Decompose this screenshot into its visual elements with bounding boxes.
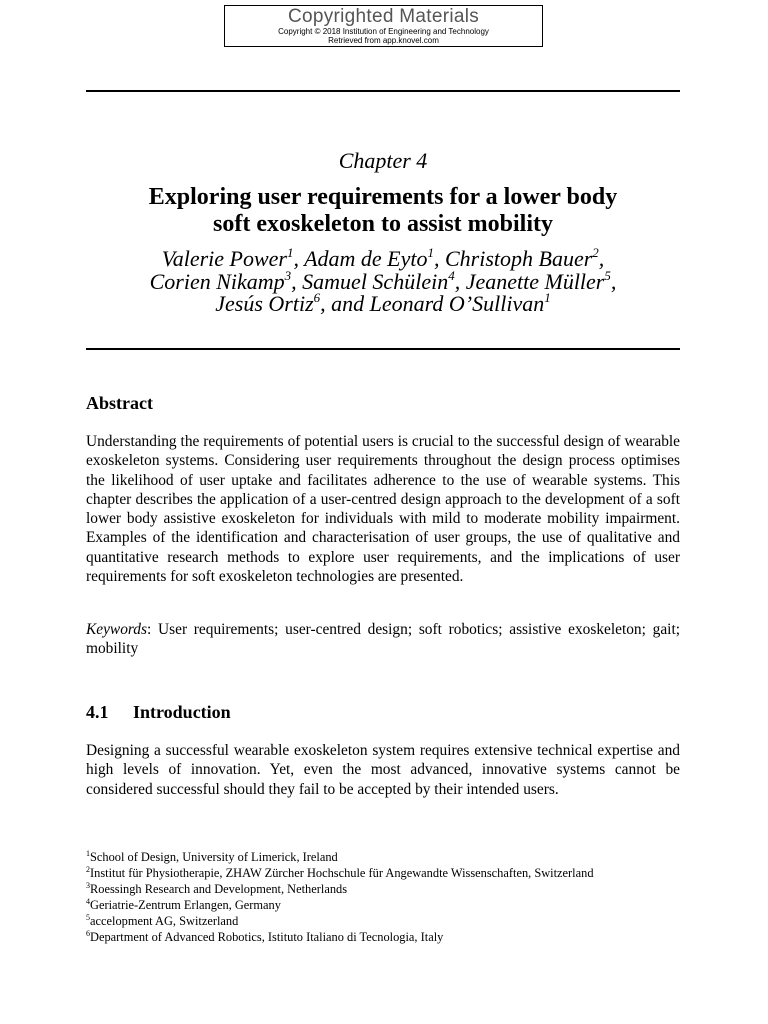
keywords: [86, 620, 680, 659]
footnote-text: School of Design, University of Limerick, Ireland: [90, 850, 338, 864]
section-title: Introduction: [133, 702, 231, 722]
author-separator: ,: [598, 246, 605, 271]
top-rule: [86, 90, 680, 92]
footnote: [86, 849, 696, 865]
chapter-title: [86, 184, 680, 238]
affiliation-mark: 4: [448, 267, 455, 283]
footnotes: [86, 849, 696, 945]
keywords-text: : User requirements; user-centred design; soft robotics; assistive exoskeleton; gait; mobility: [86, 621, 680, 658]
section-heading: [86, 702, 231, 722]
affiliation-mark: 3: [284, 267, 292, 283]
footnote-text: Roessingh Research and Development, Netherlands: [90, 882, 348, 896]
stamp-copyright: Copyright © 2018 Institution of Engineering and Technology: [278, 27, 489, 36]
footnote-text: accelopment AG, Switzerland: [90, 914, 239, 928]
bottom-rule: [86, 348, 680, 350]
footnote: [86, 929, 696, 945]
affiliation-mark: 1: [286, 245, 294, 260]
footnote-mark: 2: [86, 865, 90, 874]
author-name: Leonard O’Sullivan: [369, 291, 545, 316]
author-separator: ,: [291, 268, 303, 294]
author-name: Samuel Schülein: [302, 268, 449, 294]
abstract-text: Understanding the requirements of potential users is crucial to the successful design of wearable exoskeleton systems. Considering user requirements throughout the design process optimises the likelihood of user uptake and facilitates adherence to the use of wearable systems. This chapter describes the application of a user-centred design approach to the development of a soft lower body assistive exoskeleton for individuals with mild to moderate mobility impairment. Examples of the identification and characterisation of user groups, the use of qualitative and quantitative research methods to explore user requirements, and the implications of user requirements for soft exoskeleton technologies are presented.: [86, 433, 680, 586]
footnote: [86, 881, 696, 897]
author-name: Christoph Bauer: [444, 246, 593, 271]
author-list: [86, 245, 680, 316]
section-number: 4.1: [86, 702, 109, 722]
footnote-mark: 1: [86, 849, 90, 858]
introduction-text: Designing a successful wearable exoskeleton system requires extensive technical expertise and high levels of innovation. Yet, even the most advanced, innovative systems cannot be considered successful should they fail to be accepted by their intended users.: [86, 742, 680, 798]
footnote: [86, 865, 696, 881]
copyright-stamp: [224, 5, 543, 47]
author-name: Corien Nikamp: [149, 268, 285, 294]
author-line-2: [86, 267, 680, 294]
footnote-text: Department of Advanced Robotics, Istituto Italiano di Tecnologia, Italy: [90, 930, 444, 944]
footnote-text: Institut für Physiotherapie, ZHAW Zürcher Hochschule für Angewandte Wissenschaften, Switzerland: [90, 866, 594, 880]
affiliation-mark: 6: [313, 290, 321, 305]
keywords-label: Keywords: [86, 621, 147, 638]
affiliation-mark: 1: [427, 245, 434, 260]
footnote-text: Geriatrie-Zentrum Erlangen, Germany: [90, 898, 281, 912]
author-name: Valerie Power: [161, 246, 287, 271]
chapter-label: Chapter 4: [338, 148, 428, 173]
author-line-3: [86, 290, 680, 316]
author-separator: ,: [293, 246, 305, 271]
footnote-mark: 3: [86, 881, 90, 890]
abstract-heading: Abstract: [86, 393, 153, 413]
footnote-mark: 6: [86, 929, 90, 938]
stamp-title: Copyrighted Materials: [287, 6, 480, 27]
author-name: Jesús Ortiz: [215, 291, 314, 316]
chapter-title-line-2: soft exoskeleton to assist mobility: [213, 211, 553, 237]
affiliation-mark: 1: [544, 290, 551, 305]
footnote-mark: 4: [86, 897, 90, 906]
author-name: Adam de Eyto: [304, 246, 428, 271]
author-name: Jeanette Müller: [465, 268, 605, 294]
author-separator: , and: [320, 291, 370, 316]
affiliation-mark: 5: [604, 267, 611, 283]
author-line-1: [86, 245, 680, 271]
footnote: [86, 897, 696, 913]
author-separator: ,: [454, 268, 466, 294]
affiliation-mark: 2: [592, 245, 599, 260]
footnote: [86, 913, 696, 929]
footnote-mark: 5: [86, 913, 90, 922]
stamp-retrieved: Retrieved from app.knovel.com: [328, 36, 439, 45]
author-separator: ,: [610, 268, 617, 294]
author-separator: ,: [433, 246, 445, 271]
chapter-title-line-1: Exploring user requirements for a lower body: [148, 184, 618, 210]
